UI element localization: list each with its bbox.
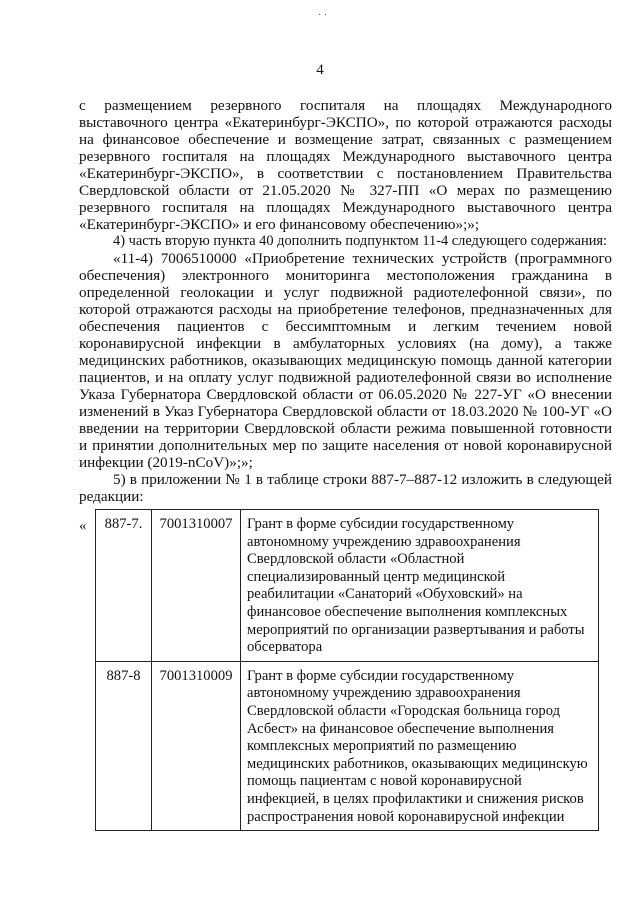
row-code: 887-7. [96, 510, 152, 662]
table-open-quote: « [79, 518, 87, 534]
row-description: Грант в форме субсидии государственному автономному учреждению здравоохранения Свердловской области «Областной специализированный центр медицинской реабилитации «Санаторий «Обуховский» на финансовое обеспечение выполнения комплексных мероприятий по организации развертывания и работы обсерватора [241, 510, 599, 662]
row-description: Грант в форме субсидии государственному автономному учреждению здравоохранения Свердловской области «Городская больница город Асбест» на финансовое обеспечение выполнения комплексных мероприятий по размещению медицинских работников, оказывающих медицинскую помощь пациентам с новой коронавирусной инфекцией, в целях профилактики и снижения рисков распространения новой коронавирусной инфекции [241, 661, 599, 830]
paragraph-item-4: 4) часть вторую пункта 40 дополнить подпунктом 11-4 следующего содержания: [113, 233, 608, 249]
row-kbk-code: 7001310009 [152, 661, 241, 830]
table-row [96, 661, 599, 830]
paragraph-subitem-11-4: «11-4) 7006510000 «Приобретение технических устройств (программного обеспечения) электронного мониторинга местоположения гражданина в определенной геолокации и услуг подвижной радиотелефонной связи», по которой отражаются расходы на приобретение телефонов, предназначенных для обеспечения пациентов с бессимптомным и легким течением новой коронавирусной инфекции в амбулаторных условиях (на дому), а также медицинских работников, оказывающих медицинскую помощь данной категории пациентов, и на оплату услуг подвижной радиотелефонной связи во исполнение Указа Губернатора Свердловской области от 06.05.2020 № 227-УГ «О внесении изменений в Указ Губернатора Свердловской области от 18.03.2020 № 100-УГ «О введении на территории Свердловской области режима повышенной готовности и принятии дополнительных мер по защите населения от новой коронавирусной инфекции (2019-nCoV)»;»; [79, 250, 612, 471]
paragraph-continuation: с размещением резервного госпиталя на площадях Международного выставочного центра «Екатеринбург-ЭКСПО», по которой отражаются расходы на финансовое обеспечение и возмещение затрат, связанных с размещением резервного госпиталя на площадях Международного выставочного центра «Екатеринбург-ЭКСПО», в соответствии с постановлением Правительства Свердловской области от 21.05.2020 № 327-ПП «О мерах по размещению резервного госпиталя на площадях Международного выставочного центра «Екатеринбург-ЭКСПО» и его финансовому обеспечению»;»; [79, 97, 612, 233]
page-number: 4 [316, 62, 324, 78]
scan-artifact: · · [318, 10, 328, 21]
row-code: 887-8 [96, 661, 152, 830]
table-row [96, 510, 599, 662]
paragraph-item-5: 5) в приложении № 1 в таблице строки 887-7–887-12 изложить в следующей редакции: [79, 471, 612, 505]
row-kbk-code: 7001310007 [152, 510, 241, 662]
document-body [79, 97, 612, 505]
amendment-table [95, 509, 599, 831]
